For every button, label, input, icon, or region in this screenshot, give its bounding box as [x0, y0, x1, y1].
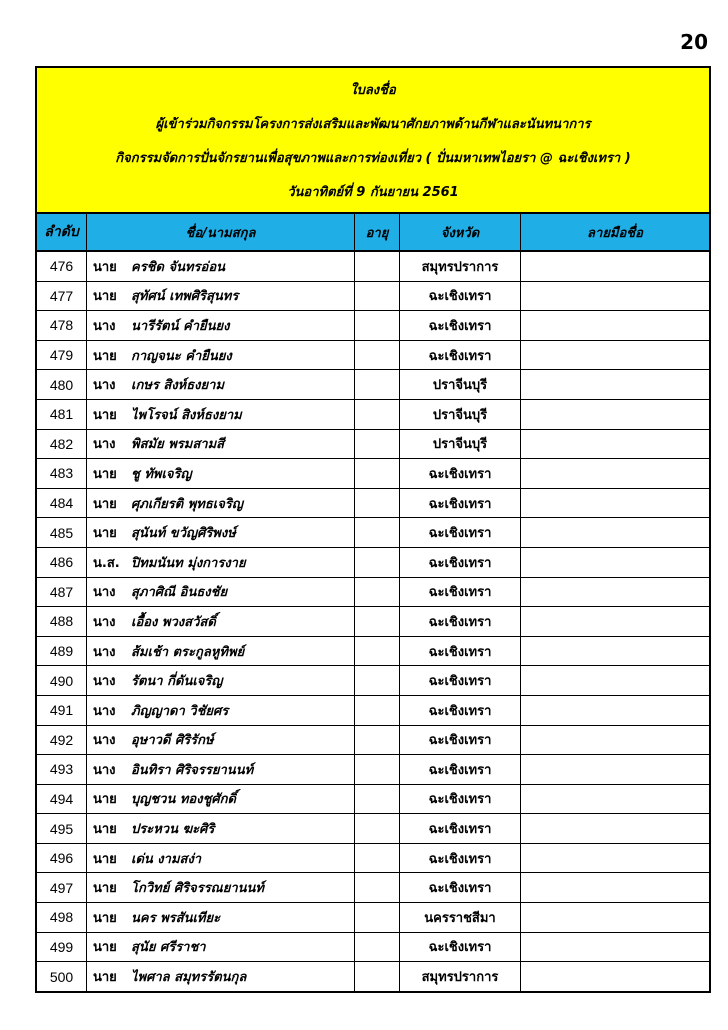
age-cell[interactable]	[355, 755, 400, 785]
name-prefix: นาย	[93, 526, 117, 542]
participant-name-cell	[87, 429, 355, 459]
name-prefix: นาง	[93, 762, 116, 778]
participant-name-cell	[87, 695, 355, 725]
province-cell: ฉะเชิงเทรา	[400, 547, 521, 577]
province-cell: ฉะเชิงเทรา	[400, 311, 521, 341]
participant-name: สุทัศน์ เทพศิริสุนทร	[131, 289, 239, 305]
age-cell[interactable]	[355, 488, 400, 518]
event-date: วันอาทิตย์ที่ 9 กันยายน 2561	[287, 185, 459, 200]
name-prefix: นาง	[93, 378, 116, 394]
table-row	[37, 577, 709, 607]
signature-cell[interactable]	[521, 962, 710, 991]
name-prefix: นาย	[93, 822, 117, 838]
age-cell[interactable]	[355, 311, 400, 341]
signature-cell[interactable]	[521, 311, 710, 341]
province-cell: ฉะเชิงเทรา	[400, 636, 521, 666]
table-row	[37, 488, 709, 518]
name-prefix: น.ส.	[93, 555, 120, 571]
participant-name: โกวิทย์ ศิริจรรณยานนท์	[131, 881, 265, 897]
page-number: 20	[680, 30, 708, 54]
age-cell[interactable]	[355, 518, 400, 548]
table-row	[37, 607, 709, 637]
participant-name: สุนันท์ ขวัญศิริพงษ์	[131, 526, 236, 542]
province-cell: ฉะเชิงเทรา	[400, 755, 521, 785]
name-prefix: นาง	[93, 585, 116, 601]
province-cell: ปราจีนบุรี	[400, 429, 521, 459]
signature-cell[interactable]	[521, 607, 710, 637]
province-cell: ฉะเชิงเทรา	[400, 666, 521, 696]
name-prefix: นาย	[93, 289, 117, 305]
table-row	[37, 251, 709, 281]
name-prefix: นาย	[93, 496, 117, 512]
row-number: 499	[37, 932, 87, 962]
table-row	[37, 459, 709, 489]
participant-name-cell	[87, 311, 355, 341]
row-number: 495	[37, 814, 87, 844]
row-number: 489	[37, 636, 87, 666]
age-cell[interactable]	[355, 370, 400, 400]
table-row	[37, 547, 709, 577]
province-cell: ฉะเชิงเทรา	[400, 695, 521, 725]
name-prefix: นาย	[93, 940, 117, 956]
table-row	[37, 873, 709, 903]
participant-name-cell	[87, 725, 355, 755]
sheet-title: ใบลงชื่อ	[350, 83, 396, 98]
project-title: ผู้เข้าร่วมกิจกรรมโครงการส่งเสริมและพัฒนาศักยภาพด้านกีฬาและนันทนาการ	[155, 117, 591, 132]
age-cell[interactable]	[355, 251, 400, 281]
participant-name: รัตนา กี่ดันเจริญ	[131, 674, 223, 690]
participant-name: ปิทมนันท มุ่งการงาย	[131, 555, 246, 571]
participant-name: ชู ทัพเจริญ	[131, 466, 192, 482]
participant-name-cell	[87, 962, 355, 991]
signature-cell[interactable]	[521, 636, 710, 666]
row-number: 477	[37, 281, 87, 311]
province-cell: ฉะเชิงเทรา	[400, 607, 521, 637]
row-number: 480	[37, 370, 87, 400]
table-row	[37, 695, 709, 725]
signature-cell[interactable]	[521, 695, 710, 725]
row-number: 496	[37, 843, 87, 873]
table-row	[37, 518, 709, 548]
participant-name: ส้มเช้า ตระกูลหูทิพย์	[131, 644, 245, 660]
table-row	[37, 962, 709, 991]
age-cell[interactable]	[355, 340, 400, 370]
name-prefix: นาย	[93, 851, 117, 867]
participant-name: ครชิด จันทรอ่อน	[131, 259, 226, 275]
age-cell[interactable]	[355, 547, 400, 577]
table-row	[37, 311, 709, 341]
name-prefix: นาง	[93, 644, 116, 660]
signature-cell[interactable]	[521, 755, 710, 785]
province-cell: ปราจีนบุรี	[400, 399, 521, 429]
table-row	[37, 843, 709, 873]
activity-title: กิจกรรมจัดการปั่นจักรยานเพื่อสุขภาพและการท่องเที่ยว ( ปั่นมหาเทพไอยรา @ ฉะเชิงเทรา )	[115, 151, 631, 166]
row-number: 482	[37, 429, 87, 459]
row-number: 490	[37, 666, 87, 696]
participant-name-cell	[87, 814, 355, 844]
participant-name-cell	[87, 547, 355, 577]
signature-cell[interactable]	[521, 873, 710, 903]
signature-cell[interactable]	[521, 666, 710, 696]
province-cell: ฉะเชิงเทรา	[400, 518, 521, 548]
age-cell[interactable]	[355, 281, 400, 311]
participant-name: สุภาศิณี อินธงชัย	[131, 585, 228, 601]
province-cell: ฉะเชิงเทรา	[400, 843, 521, 873]
participant-name: เด่น งามสง่า	[131, 851, 202, 867]
row-number: 481	[37, 399, 87, 429]
participant-name-cell	[87, 281, 355, 311]
row-number: 500	[37, 962, 87, 991]
age-cell[interactable]	[355, 399, 400, 429]
participant-name: กาญจนะ คำยืนยง	[131, 348, 232, 364]
participant-name-cell	[87, 784, 355, 814]
participant-name-cell	[87, 873, 355, 903]
name-prefix: นาย	[93, 970, 117, 986]
participant-name: ไพศาล สมุทรรัตนกุล	[131, 970, 247, 986]
row-number: 488	[37, 607, 87, 637]
signature-cell[interactable]	[521, 281, 710, 311]
header-province: จังหวัด	[400, 214, 521, 251]
participant-name: อินทิรา ศิริจรรยานนท์	[131, 762, 254, 778]
signature-cell[interactable]	[521, 843, 710, 873]
signature-cell[interactable]	[521, 429, 710, 459]
title-block	[37, 68, 709, 214]
signature-cell[interactable]	[521, 814, 710, 844]
signature-cell[interactable]	[521, 459, 710, 489]
signature-sheet	[35, 66, 711, 993]
age-cell[interactable]	[355, 873, 400, 903]
province-cell: ฉะเชิงเทรา	[400, 932, 521, 962]
signature-cell[interactable]	[521, 340, 710, 370]
age-cell[interactable]	[355, 695, 400, 725]
province-cell: ฉะเชิงเทรา	[400, 488, 521, 518]
name-prefix: นาย	[93, 792, 117, 808]
province-cell: ฉะเชิงเทรา	[400, 340, 521, 370]
participant-name-cell	[87, 903, 355, 933]
name-prefix: นาย	[93, 259, 117, 275]
participant-name: ศุภเกียรติ พุทธเจริญ	[131, 496, 243, 512]
age-cell[interactable]	[355, 429, 400, 459]
province-cell: สมุทรปราการ	[400, 251, 521, 281]
province-cell: ปราจีนบุรี	[400, 370, 521, 400]
province-cell: ฉะเชิงเทรา	[400, 873, 521, 903]
signature-cell[interactable]	[521, 547, 710, 577]
signature-cell[interactable]	[521, 903, 710, 933]
table-row	[37, 340, 709, 370]
participant-name-cell	[87, 340, 355, 370]
participant-table	[37, 214, 709, 991]
table-row	[37, 636, 709, 666]
participant-name: สุนัย ศรีราชา	[131, 940, 206, 956]
row-number: 476	[37, 251, 87, 281]
province-cell: นครราชสีมา	[400, 903, 521, 933]
table-row	[37, 725, 709, 755]
province-cell: ฉะเชิงเทรา	[400, 281, 521, 311]
name-prefix: นาย	[93, 881, 117, 897]
participant-name: เกษร สิงห์ธงยาม	[131, 378, 225, 394]
age-cell[interactable]	[355, 607, 400, 637]
row-number: 491	[37, 695, 87, 725]
participant-name-cell	[87, 251, 355, 281]
table-row	[37, 429, 709, 459]
province-cell: ฉะเชิงเทรา	[400, 725, 521, 755]
name-prefix: นาย	[93, 348, 117, 364]
table-row	[37, 370, 709, 400]
age-cell[interactable]	[355, 843, 400, 873]
table-header-row	[37, 214, 709, 251]
signature-cell[interactable]	[521, 577, 710, 607]
province-cell: ฉะเชิงเทรา	[400, 577, 521, 607]
age-cell[interactable]	[355, 459, 400, 489]
row-number: 478	[37, 311, 87, 341]
row-number: 483	[37, 459, 87, 489]
participant-name-cell	[87, 932, 355, 962]
participant-name-cell	[87, 518, 355, 548]
table-row	[37, 399, 709, 429]
signature-cell[interactable]	[521, 518, 710, 548]
age-cell[interactable]	[355, 784, 400, 814]
age-cell[interactable]	[355, 814, 400, 844]
participant-name: ประหวน ฆะศิริ	[131, 822, 215, 838]
participant-name-cell	[87, 370, 355, 400]
age-cell[interactable]	[355, 636, 400, 666]
row-number: 484	[37, 488, 87, 518]
table-row	[37, 281, 709, 311]
age-cell[interactable]	[355, 666, 400, 696]
table-body	[37, 251, 709, 991]
signature-cell[interactable]	[521, 932, 710, 962]
participant-name: เอื้อง พวงสวัสดิ์	[131, 614, 216, 630]
participant-name-cell	[87, 755, 355, 785]
header-name: ชื่อ/นามสกุล	[87, 214, 355, 251]
participant-name: นารีรัตน์ คำยืนยง	[131, 318, 230, 334]
participant-name-cell	[87, 488, 355, 518]
participant-name: ภิญญาดา วิชัยศร	[131, 703, 229, 719]
participant-name: อุษาวดี ศิริรักษ์	[131, 733, 214, 749]
name-prefix: นาง	[93, 703, 116, 719]
participant-name-cell	[87, 636, 355, 666]
header-signature: ลายมือชื่อ	[521, 214, 710, 251]
name-prefix: นาย	[93, 407, 117, 423]
name-prefix: นาง	[93, 674, 116, 690]
participant-name: นคร พรสันเทียะ	[131, 910, 221, 926]
province-cell: ฉะเชิงเทรา	[400, 814, 521, 844]
header-age: อายุ	[355, 214, 400, 251]
name-prefix: นาง	[93, 733, 116, 749]
province-cell: ฉะเชิงเทรา	[400, 459, 521, 489]
province-cell: ฉะเชิงเทรา	[400, 784, 521, 814]
participant-name-cell	[87, 843, 355, 873]
signature-cell[interactable]	[521, 725, 710, 755]
signature-cell[interactable]	[521, 488, 710, 518]
participant-name-cell	[87, 577, 355, 607]
row-number: 486	[37, 547, 87, 577]
name-prefix: นาง	[93, 318, 116, 334]
name-prefix: นาง	[93, 437, 116, 453]
age-cell[interactable]	[355, 725, 400, 755]
participant-name: ไพโรจน์ สิงห์ธงยาม	[131, 407, 242, 423]
table-row	[37, 932, 709, 962]
age-cell[interactable]	[355, 962, 400, 991]
row-number: 497	[37, 873, 87, 903]
row-number: 493	[37, 755, 87, 785]
name-prefix: นาย	[93, 910, 117, 926]
age-cell[interactable]	[355, 932, 400, 962]
table-row	[37, 814, 709, 844]
participant-name-cell	[87, 459, 355, 489]
name-prefix: นาง	[93, 614, 116, 630]
table-row	[37, 903, 709, 933]
signature-cell[interactable]	[521, 251, 710, 281]
row-number: 494	[37, 784, 87, 814]
participant-name-cell	[87, 607, 355, 637]
age-cell[interactable]	[355, 903, 400, 933]
participant-name-cell	[87, 399, 355, 429]
name-prefix: นาย	[93, 466, 117, 482]
table-row	[37, 784, 709, 814]
signature-cell[interactable]	[521, 784, 710, 814]
province-cell: สมุทรปราการ	[400, 962, 521, 991]
row-number: 485	[37, 518, 87, 548]
participant-name-cell	[87, 666, 355, 696]
participant-name: พิสมัย พรมสามสี	[131, 437, 225, 453]
row-number: 487	[37, 577, 87, 607]
participant-name: บุญชวน ทองชูศักดิ์	[131, 792, 236, 808]
age-cell[interactable]	[355, 577, 400, 607]
row-number: 492	[37, 725, 87, 755]
row-number: 498	[37, 903, 87, 933]
table-row	[37, 755, 709, 785]
row-number: 479	[37, 340, 87, 370]
signature-cell[interactable]	[521, 370, 710, 400]
table-row	[37, 666, 709, 696]
header-no: ลำดับ	[37, 214, 87, 251]
signature-cell[interactable]	[521, 399, 710, 429]
